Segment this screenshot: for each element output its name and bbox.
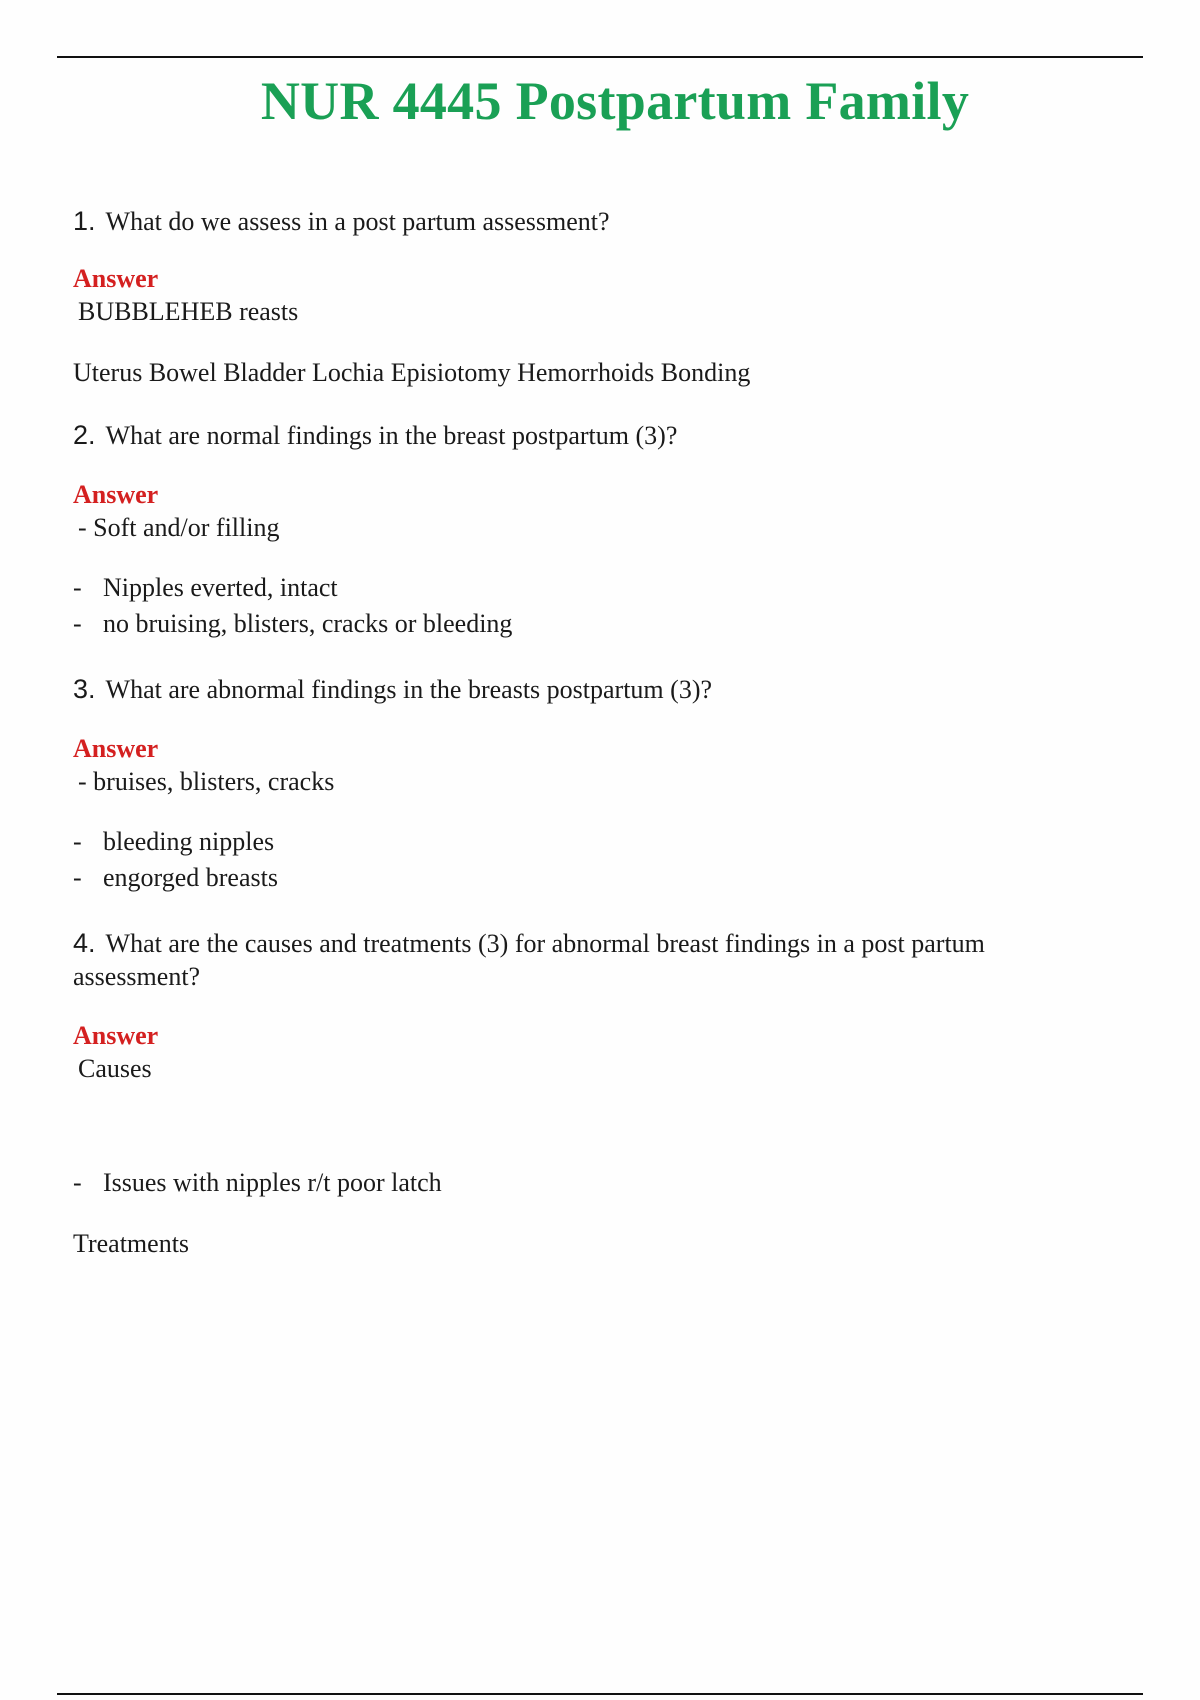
answer-1-line-2: Uterus Bowel Bladder Lochia Episiotomy Hemorrhoids Bonding	[73, 358, 751, 387]
question-1	[73, 205, 1133, 238]
question-2-number: 2.	[73, 420, 96, 450]
answer-2-line-1: - Soft and/or filling	[78, 513, 280, 542]
question-3-number: 3.	[73, 674, 96, 704]
question-3	[73, 673, 1133, 706]
answer-2-bullet-1: - Nipples everted, intact	[73, 573, 338, 602]
answer-label-1: Answer	[73, 264, 159, 293]
question-4-text-line-2: assessment?	[73, 962, 201, 991]
answer-4-treatments-label: Treatments	[73, 1229, 190, 1258]
question-3-text: What are abnormal findings in the breasts postpartum (3)?	[105, 675, 713, 704]
answer-3-bullet-2: - engorged breasts	[73, 863, 278, 892]
question-1-text: What do we assess in a post partum assessment?	[105, 207, 610, 236]
answer-4-causes-label: Causes	[78, 1054, 152, 1083]
answer-3-line-1: - bruises, blisters, cracks	[78, 767, 335, 796]
question-4-text-line-1: What are the causes and treatments (3) for abnormal breast findings in a post partum	[105, 929, 985, 958]
answer-label-2: Answer	[73, 480, 159, 509]
question-2-text: What are normal findings in the breast postpartum (3)?	[105, 421, 678, 450]
document-title: NUR 4445 Postpartum Family	[260, 71, 970, 131]
answer-1-line-1: BUBBLEHEB reasts	[78, 297, 299, 326]
question-2	[73, 419, 1133, 452]
answer-label-3: Answer	[73, 734, 159, 763]
answer-2-bullet-2: - no bruising, blisters, cracks or bleeding	[73, 609, 513, 638]
qa-content	[73, 205, 1133, 1260]
question-4	[73, 927, 1133, 960]
question-1-number: 1.	[73, 206, 96, 236]
answer-3-bullet-1: - bleeding nipples	[73, 827, 275, 856]
answer-label-4: Answer	[73, 1021, 159, 1050]
answer-4-bullet-1: - Issues with nipples r/t poor latch	[73, 1168, 442, 1197]
question-4-number: 4.	[73, 928, 96, 958]
top-rule	[57, 56, 1143, 58]
bottom-rule	[57, 1693, 1143, 1695]
